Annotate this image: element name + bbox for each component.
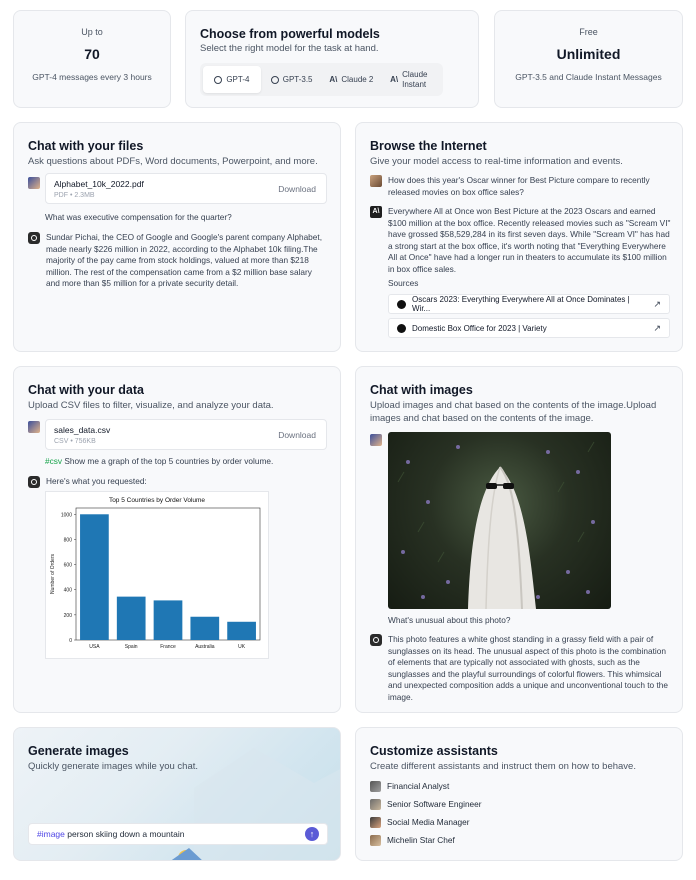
assistant-message [28,232,328,290]
free-label: Free [579,27,598,37]
avatar [370,781,381,792]
browse-card [355,122,683,352]
models-title: Choose from powerful models [200,27,380,41]
bar [190,617,219,640]
file-name: Alphabet_10k_2022.pdf [54,179,144,189]
download-button[interactable]: Download [278,184,316,194]
x-tick-label: France [160,644,176,650]
x-tick-label: USA [89,644,100,650]
wired-favicon-icon [397,300,406,309]
usage-count: 70 [84,46,100,62]
avatar [370,799,381,810]
avatar [370,817,381,828]
source-link[interactable] [388,294,670,314]
openai-icon [271,76,279,84]
user-question-row [45,456,273,468]
images-card [355,366,683,713]
generate-title: Generate images [28,744,129,758]
tab-gpt-4[interactable] [203,66,261,93]
assistant-name: Michelin Star Chef [387,835,455,845]
tab-claude-instant[interactable] [382,66,440,93]
anthropic-icon: A\ [329,75,338,84]
y-tick-label: 200 [63,612,72,619]
x-tick-label: UK [238,644,246,650]
tab-gpt-3-5[interactable] [263,66,321,93]
ghost-illustration [388,432,611,609]
openai-icon [370,634,382,646]
y-tick-label: 800 [63,537,72,544]
prompt-text: person skiing down a mountain [67,829,185,839]
source-link[interactable] [388,318,670,338]
assistants-title: Customize assistants [370,744,498,758]
tab-claude-2[interactable] [323,66,381,93]
images-title: Chat with images [370,383,473,397]
browse-subtitle: Give your model access to real-time information and events. [370,156,623,167]
source-title: Oscars 2023: Everything Everywhere All at Once Dominates | Wir... [412,295,630,313]
assistant-answer: Sundar Pichai, the CEO of Google and Google's parent company Alphabet, made nearly $226 million in 2022, according to the Alphabet 10k filing.The majority of the pay came from stock holdings, valued at more than $218 million. The rest of the compensation came from a $2 million base salary and more than $5 million for a private security detail. [46,232,323,288]
assistant-list [370,777,482,849]
generate-subtitle: Quickly generate images while you chat. [28,761,199,772]
x-tick-label: Spain [124,644,138,650]
user-question: What was executive compensation for the quarter? [45,212,232,222]
browse-title: Browse the Internet [370,139,487,153]
models-card [185,10,479,108]
assistants-card [355,727,683,861]
bar [227,622,256,640]
user-question: What's unusual about this photo? [388,615,511,625]
user-avatar [28,177,40,189]
assistant-name: Senior Software Engineer [387,799,482,809]
file-attachment[interactable] [45,173,327,204]
y-tick-label: 0 [69,638,72,644]
tab-label: GPT-3.5 [282,75,313,84]
assistant-message [370,206,672,275]
anthropic-icon: A\ [390,75,399,84]
openai-icon [28,232,40,244]
free-card [494,10,683,108]
data-title: Chat with your data [28,383,144,397]
files-card [13,122,341,352]
bar [154,600,183,640]
y-tick-label: 600 [63,562,72,569]
bar [117,597,146,640]
external-link-icon: ↗ [653,298,661,309]
assistant-answer: This photo features a white ghost standing in a grassy field with a pair of sunglasses on its head. The unusual aspect of this photo is the combination of elements that are typically not associated with ghosts, such as the sunglasses and the playful surroundings of colorful flowers. This whimsical and unexpected composition adds a unique and unconventional touch to the image. [388,634,668,702]
data-card [13,366,341,713]
variety-favicon-icon [397,324,406,333]
external-link-icon: ↗ [653,322,661,333]
assistant-item[interactable] [370,813,482,831]
image-tag: #image [37,829,65,839]
assistant-message [370,634,672,703]
data-subtitle: Upload CSV files to filter, visualize, and analyze your data. [28,400,274,411]
sources-label: Sources [388,278,419,288]
tab-label: Claude Instant [402,70,428,89]
user-avatar [28,421,40,433]
free-title: Unlimited [556,46,621,62]
user-avatar [370,434,382,446]
assistant-answer: Everywhere All at Once won Best Picture at the 2023 Oscars and earned $100 million at the box office. Recently released movies such as "Scream VI" have grossed $58,529,284 in its first seven days. While "Scream VI" has had a strong start at the box office, it's worth noting that "Everything Everywhere All at Once" have had a longer run in theaters to accumulate its $100 million in box office sales. [388,206,671,274]
assistants-subtitle: Create different assistants and instruct them on how to behave. [370,761,636,772]
prompt-input[interactable] [28,823,328,845]
files-subtitle: Ask questions about PDFs, Word documents, Powerpoint, and more. [28,156,318,167]
bar-chart [46,492,268,658]
source-title: Domestic Box Office for 2023 | Variety [412,323,547,333]
csv-tag: #csv [45,456,63,466]
chart-title: Top 5 Countries by Order Volume [108,497,206,504]
assistant-message [28,476,147,488]
user-avatar [370,175,382,187]
y-tick-label: 1000 [60,512,72,519]
file-meta: PDF • 2.3MB [54,192,95,199]
assistant-item[interactable] [370,795,482,813]
images-subtitle: Upload images and chat based on the contents of the image.Upload images and chat based on the contents of the image. [370,400,657,424]
usage-desc: GPT-4 messages every 3 hours [32,72,152,82]
y-axis-label: Number of Orders [50,553,56,595]
anthropic-icon: A\ [370,206,382,218]
model-tabs [200,63,443,96]
free-desc: GPT-3.5 and Claude Instant Messages [515,72,662,82]
tab-label: Claude 2 [341,75,374,84]
y-tick-label: 400 [63,587,72,594]
user-message [370,175,670,198]
usage-upto: Up to [81,27,103,37]
chart-container [45,491,269,659]
user-question: How does this year's Oscar winner for Best Picture compare to recently released movies on box office sales? [388,175,650,197]
avatar [370,835,381,846]
assistant-answer: Here's what you requested: [46,476,147,486]
assistant-name: Financial Analyst [387,781,450,791]
generate-card [13,727,341,861]
download-button[interactable]: Download [278,430,316,440]
arrow-up-icon: ↑ [309,829,315,839]
uploaded-photo [388,432,611,609]
user-question: Show me a graph of the top 5 countries by order volume. [64,456,274,466]
openai-icon [28,476,40,488]
bar [80,514,109,640]
assistant-item[interactable] [370,831,482,849]
file-meta: CSV • 756KB [54,438,96,445]
usage-card [13,10,171,108]
models-subtitle: Select the right model for the task at hand. [200,43,379,54]
assistant-name: Social Media Manager [387,817,470,827]
send-button[interactable] [305,827,319,841]
files-title: Chat with your files [28,139,144,153]
x-tick-label: Australia [195,644,215,650]
assistant-item[interactable] [370,777,482,795]
file-attachment[interactable] [45,419,327,450]
file-name: sales_data.csv [54,425,111,435]
openai-icon [214,76,222,84]
tab-label: GPT-4 [226,75,250,84]
